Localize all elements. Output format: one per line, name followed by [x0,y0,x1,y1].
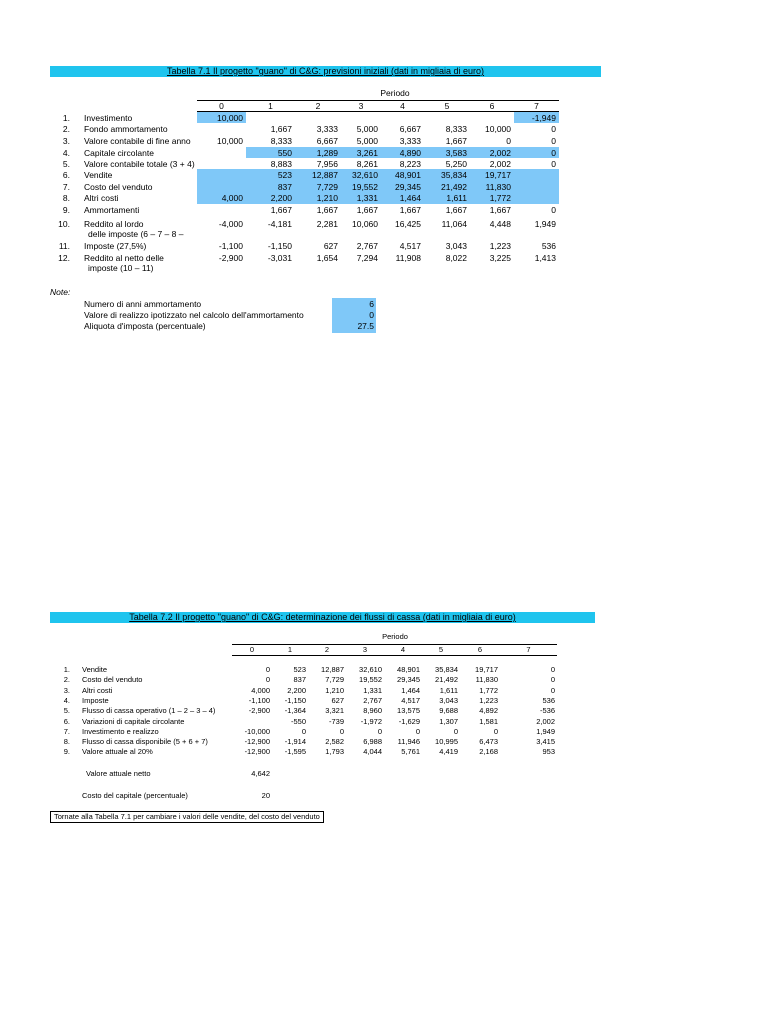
table-cell: 8,883 [270,159,292,169]
table-cell: 32,610 [352,170,378,180]
row-label: Imposte [82,695,109,705]
cost-of-capital-value: 20 [261,791,270,800]
row-label: Capitale circolante [84,148,154,158]
table-cell: 8,022 [445,253,467,263]
row-number: 11. [58,241,70,251]
table-cell: 0 [550,685,555,695]
period-header: 7 [526,645,531,654]
table-cell: 0 [551,136,556,146]
table-cell: 523 [277,170,292,180]
table-cell: -1,150 [267,241,292,251]
period-header: 2 [315,101,321,111]
table-cell: 3,043 [439,695,458,705]
table-cell: 2,200 [287,685,306,695]
table-cell: 0 [551,148,556,158]
row-number: 5. [62,159,70,169]
table-cell: 12,887 [321,665,344,674]
note-value[interactable]: 0 [369,310,374,320]
row-number: 3. [62,136,70,146]
period-header: 7 [534,101,539,111]
table-cell: 1,331 [363,685,382,695]
table-cell: 1,289 [316,148,338,158]
table-cell: 4,044 [363,747,382,757]
table-cell: 4,517 [399,241,421,251]
row-number: 3. [63,685,70,695]
table-cell: -4,000 [218,219,243,229]
table-cell: 6,988 [363,737,382,747]
row-label-continued: delle imposte (6 – 7 – 8 – [88,229,184,239]
table-cell: 0 [506,136,511,146]
table-cell: 3,583 [445,148,467,158]
table-cell: 11,946 [397,737,420,747]
row-number: 8. [63,737,70,747]
row-number: 4. [62,148,70,158]
table-cell: 7,956 [316,159,338,169]
van-value: 4,642 [251,769,270,778]
table-cell: 21,492 [435,675,458,685]
table-cell: -1,595 [284,747,306,757]
cost-of-capital-label: Costo del capitale (percentuale) [82,791,188,800]
row-label: Ammortamenti [84,205,140,215]
row-number: 6. [62,170,70,180]
table-cell: 11,830 [475,675,498,685]
table-cell: 0 [551,124,556,134]
table-cell: -4,181 [267,219,292,229]
table-cell: 1,611 [439,685,458,695]
table-cell: 550 [277,148,292,158]
table-cell: 1,223 [489,241,511,251]
table-cell: 35,834 [435,665,458,674]
row-label: Investimento [84,113,133,123]
row-number: 1. [62,113,70,123]
table-cell: 1,667 [270,205,292,215]
table-cell: 5,761 [401,747,420,757]
table-cell: 0 [551,159,556,169]
table-cell: 4,892 [479,706,498,716]
table-cell: 1,667 [489,205,511,215]
table-cell: 3,321 [325,706,344,716]
table-cell: 21,492 [441,182,467,192]
period-header: 0 [249,645,255,654]
table-cell: -1,100 [218,241,243,251]
table-cell: 3,333 [316,124,338,134]
row-number: 9. [62,205,70,215]
table-cell: -739 [328,716,344,726]
table1-title: Tabella 7.1 Il progetto "guano" di C&G: previsioni iniziali (dati in migliaia di euro) [50,66,601,77]
table-cell: 2,002 [489,159,511,169]
table-cell: 9,688 [439,706,458,716]
row-number: 2. [62,124,70,134]
table-cell: 29,345 [397,675,420,685]
row-number: 2. [63,675,70,685]
table-cell: 0 [265,665,270,674]
table-cell: 1,581 [479,716,498,726]
table-cell: 0 [415,726,420,736]
row-number: 9. [63,747,70,757]
row-label: Variazioni di capitale circolante [82,716,185,726]
table1-header-rule-bottom [197,111,559,112]
row-number: 8. [62,193,70,203]
table-cell: 8,223 [399,159,421,169]
period-header: 5 [438,645,444,654]
table-cell: 12,887 [312,170,338,180]
table-cell: 523 [293,665,306,674]
row-label: Flusso di cassa operativo (1 – 2 – 3 – 4) [82,706,216,716]
period-header: 1 [287,645,293,654]
table-cell: 1,464 [401,685,420,695]
table-cell: 1,413 [534,253,556,263]
table2-header-rule-bottom [232,655,557,656]
table-cell: 3,415 [536,737,555,747]
back-to-table1-link[interactable]: Tornate alla Tabella 7.1 per cambiare i valori delle vendite, del costo del venduto [50,811,324,823]
table-cell: 2,200 [270,193,292,203]
table-cell: 3,333 [399,136,421,146]
table-cell: 4,419 [439,747,458,757]
table-cell: 1,667 [356,205,378,215]
table-cell: -1,949 [531,113,556,123]
table-cell: 1,772 [489,193,511,203]
table-cell: 19,552 [352,182,378,192]
row-label: Valore attuale al 20% [82,747,153,757]
table-cell: 0 [550,675,555,685]
table-cell: 0 [377,726,382,736]
table-cell: -3,031 [267,253,292,263]
table-cell: 48,901 [395,170,421,180]
table-cell: 1,667 [316,205,338,215]
table-cell: 2,767 [363,695,382,705]
table-cell: 0 [301,726,306,736]
table-cell: 1,307 [439,716,458,726]
table-cell: -2,900 [218,253,243,263]
table-cell: 953 [542,747,555,757]
row-label: Valore contabile totale (3 + 4) [84,159,195,169]
table-cell: 7,729 [316,182,338,192]
table-cell: 10,000 [217,113,243,123]
table-cell: 837 [293,675,306,685]
table-cell: 11,064 [441,219,467,229]
table-cell: 1,667 [399,205,421,215]
table-cell: 1,611 [446,193,467,203]
row-label: Valore contabile di fine anno [84,136,191,146]
table-cell: 536 [541,241,556,251]
table-cell: 11,830 [485,182,511,192]
row-number: 1. [63,665,70,674]
table-cell: 627 [323,241,338,251]
row-label: Vendite [84,170,113,180]
table-cell: 1,210 [316,193,338,203]
table-cell: 0 [550,665,555,674]
table-cell: 0 [339,726,344,736]
period-header: 4 [400,101,405,111]
table-cell: 1,654 [316,253,338,263]
table-cell: 6,473 [479,737,498,747]
table-cell: 1,667 [445,205,467,215]
table1-periodo-label: Periodo [380,88,410,98]
table-cell: 10,000 [485,124,511,134]
period-header: 1 [268,101,273,111]
note-value[interactable]: 6 [369,299,374,309]
table-cell: 6,667 [399,124,421,134]
table-cell: 7,294 [356,253,378,263]
table-cell: 4,517 [401,695,420,705]
period-header: 6 [489,101,495,111]
table-cell: 0 [551,205,556,215]
row-label: Flusso di cassa disponibile (5 + 6 + 7) [82,737,208,747]
table-cell: -1,972 [360,716,382,726]
table-cell: -12,900 [244,747,270,757]
row-label: Fondo ammortamento [84,124,168,134]
table-cell: 10,060 [352,219,378,229]
table-cell: -1,100 [248,695,270,705]
table-cell: 1,949 [534,219,556,229]
row-number: 7. [63,726,70,736]
table-cell: 19,552 [359,675,382,685]
table-cell: 13,575 [397,706,420,716]
period-header: 6 [477,645,483,654]
table-cell: 35,834 [441,170,467,180]
table-cell: 1,210 [325,685,344,695]
table-cell: 1,949 [536,726,555,736]
table-cell: 10,995 [435,737,458,747]
table-cell: 10,000 [217,136,243,146]
table-cell: -10,000 [244,726,270,736]
row-number: 7. [62,182,70,192]
table-cell: 5,000 [356,136,378,146]
table-cell: 4,448 [489,219,511,229]
table-cell: -536 [539,706,555,716]
note-value[interactable]: 27.5 [357,321,374,331]
table-cell: 837 [277,182,292,192]
table-cell: 8,333 [270,136,292,146]
table-cell: 536 [542,695,555,705]
table-cell: 2,002 [536,716,555,726]
row-label: Imposte (27,5%) [84,241,147,251]
table-cell: 8,960 [363,706,382,716]
table-cell: 1,793 [325,747,344,757]
table-cell: 2,168 [479,747,498,757]
table-cell: -2,900 [248,706,270,716]
table-cell: 3,043 [445,241,467,251]
table-cell: 11,908 [395,253,421,263]
period-header: 3 [358,101,364,111]
table-cell: 0 [453,726,458,736]
note-label: Valore di realizzo ipotizzato nel calcolo dell'ammortamento [84,310,304,320]
table-cell: 8,261 [356,159,378,169]
table-cell: 1,667 [445,136,467,146]
row-label: Reddito al lordo [84,219,144,229]
table-cell: 4,000 [251,685,270,695]
note-label: Aliquota d'imposta (percentuale) [84,321,206,331]
row-label: Reddito al netto delle [84,253,164,263]
table-cell: 6,667 [316,136,338,146]
table2-title: Tabella 7.2 Il progetto "guano" di C&G: determinazione dei flussi di cassa (dati in migliaia di euro) [50,612,595,623]
table-cell: 1,667 [270,124,292,134]
table-cell: 16,425 [395,219,421,229]
table-cell: 5,000 [356,124,378,134]
table-cell: 19,717 [475,665,498,674]
table-cell: -12,900 [244,737,270,747]
table-cell: 29,345 [395,182,421,192]
table-cell: 0 [493,726,498,736]
table-cell: 3,261 [356,148,378,158]
table-cell: 4,890 [399,148,421,158]
table-cell: 19,717 [485,170,511,180]
row-label: Vendite [82,665,108,674]
period-header: 0 [219,101,224,111]
note-label: Numero di anni ammortamento [84,299,202,309]
table-cell: 3,225 [489,253,511,263]
period-header: 2 [324,645,330,654]
table-cell: 2,582 [325,737,344,747]
table-cell: 1,464 [399,193,421,203]
table-cell: 5,250 [445,159,467,169]
table-cell: 8,333 [445,124,467,134]
table-cell: -1,364 [284,706,306,716]
table-cell: 48,901 [397,665,420,674]
row-label: Costo del venduto [84,182,153,192]
row-number: 4. [63,695,70,705]
row-number: 6. [63,716,70,726]
row-label: Costo del venduto [82,675,143,685]
row-number: 5. [63,706,70,716]
row-number: 12. [58,253,70,263]
table-cell: 2,002 [489,148,511,158]
table-cell: -1,150 [284,695,306,705]
table-cell: 7,729 [325,675,344,685]
period-header: 4 [400,645,406,654]
table-cell: 2,767 [356,241,378,251]
table-cell: 0 [265,675,270,685]
table-cell: -1,914 [284,737,306,747]
table-cell: 4,000 [221,193,243,203]
row-label: Investimento e realizzo [82,726,159,736]
row-label: Altri costi [82,685,113,695]
table-cell: 32,610 [359,665,382,674]
table-cell: 2,281 [316,219,338,229]
row-number: 10. [58,219,70,229]
row-label-continued: imposte (10 – 11) [88,263,154,273]
van-label: Valore attuale netto [86,769,151,778]
notes-label: Note: [50,287,71,297]
period-header: 5 [444,101,450,111]
table-cell: 1,223 [479,695,498,705]
row-label: Altri costi [84,193,119,203]
table-cell: 1,331 [356,193,378,203]
table-cell: -1,629 [398,716,420,726]
table-cell: -550 [290,716,306,726]
table-cell: 627 [331,695,344,705]
table2-periodo-label: Periodo [382,632,408,641]
period-header: 3 [362,645,368,654]
table-cell: 1,772 [479,685,498,695]
